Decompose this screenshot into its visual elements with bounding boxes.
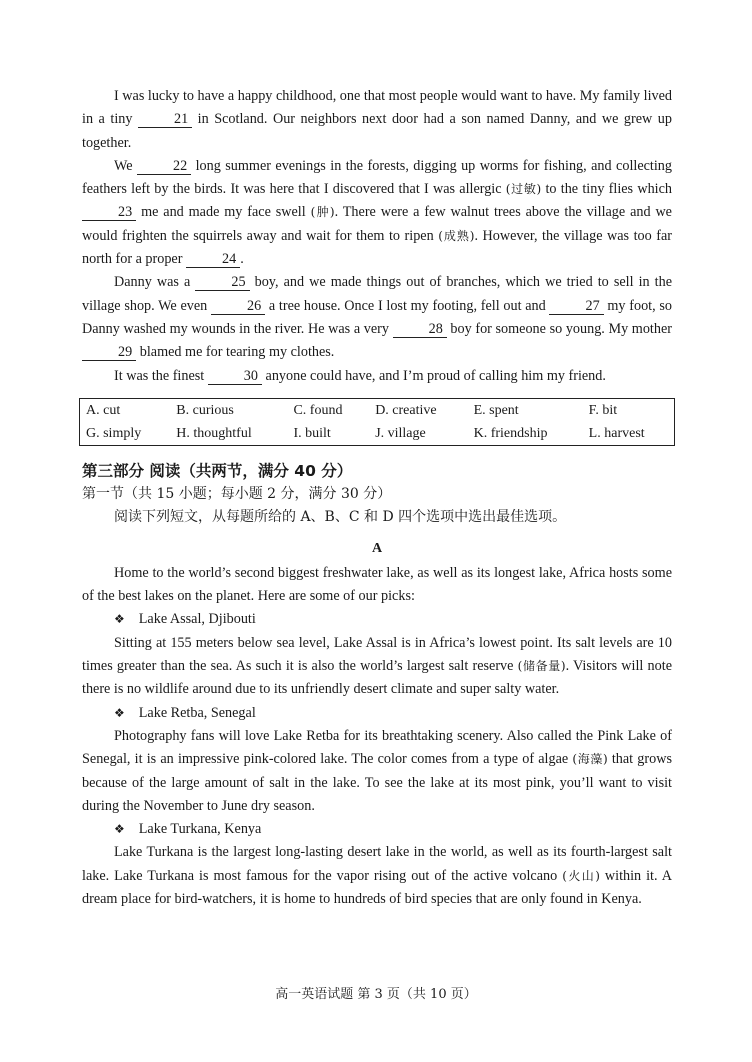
text: a tree house. Once I lost my footing, fell out and	[265, 297, 550, 314]
gloss: (肿)	[310, 205, 335, 220]
option: B. curious	[176, 402, 234, 418]
blank-23: 23	[82, 204, 136, 221]
passage-label: A	[371, 540, 383, 556]
option: G. simply	[86, 425, 142, 441]
option: H. thoughtful	[176, 425, 252, 441]
option: D. creative	[375, 402, 437, 418]
gloss: (成熟)	[438, 228, 475, 243]
lake-name: Lake Turkana, Kenya	[138, 821, 262, 838]
cloze-paragraph-3	[82, 271, 672, 364]
option: L. harvest	[588, 425, 645, 441]
text: anyone could have, and I’m proud of calling him my friend.	[261, 367, 606, 384]
text: Lake Turkana is the largest long-lasting desert lake in the world, as well as its fourth-largest salt lake. Lake Turkana is most famous for the vapor rising out of the active volcano	[82, 844, 672, 884]
section-subtitle: 第一节（共 15 小题；每小题 2 分，满分 30 分）	[82, 485, 392, 502]
section-title: 第三部分 阅读（共两节，满分 40 分）	[82, 461, 353, 480]
blank-26: 26	[211, 298, 265, 315]
text: in Scotland. Our neighbors next door had a son named Danny, and we grew up together.	[82, 111, 672, 151]
gloss: (储备量)	[517, 659, 566, 674]
lake-description	[82, 725, 672, 818]
text: . However, the village was too far north for a proper	[82, 227, 672, 268]
gloss: (火山)	[562, 868, 600, 883]
option: C. found	[293, 402, 343, 418]
cloze-paragraph-2	[82, 155, 672, 271]
text: . There were a few walnut trees above the village and we would frighten the squirrels away and wait for them to ripen	[82, 204, 672, 244]
text: blamed me for tearing my clothes.	[136, 344, 335, 361]
gloss: (过敏)	[505, 182, 542, 197]
text: boy for someone so young. My mother	[446, 320, 672, 337]
option: J. village	[375, 425, 426, 441]
text: long summer evenings in the forests, digging up worms for fishing, and collecting feathers left by the birds. It was here that I discovered that I was allergic	[82, 157, 672, 198]
exam-page	[82, 85, 672, 911]
text: We	[114, 157, 137, 174]
options-row	[80, 422, 675, 446]
option: A. cut	[86, 402, 121, 418]
text: I was lucky to have a happy childhood, one that most people would want to have. My family lived in a tiny	[82, 88, 672, 128]
lake-heading	[82, 608, 672, 631]
blank-30: 30	[208, 368, 262, 385]
option: K. friendship	[473, 425, 548, 441]
text: . Visitors will note there is no wildlife around due to its unfriendly desert climate and super salty water.	[82, 658, 672, 698]
diamond-bullet-icon: ❖	[114, 612, 125, 627]
options-table	[79, 398, 675, 446]
text: .	[240, 251, 244, 268]
text: Photography fans will love Lake Retba for its breathtaking scenery. Also called the Pink Lake of Senegal, it is an impressive pink-colored lake. The color comes from a type of algae	[82, 727, 672, 768]
page-footer: 高一英语试题 第 3 页（共 10 页）	[275, 987, 477, 1002]
blank-27: 27	[549, 298, 603, 315]
text: It was the finest	[114, 367, 208, 384]
lake-name: Lake Assal, Djibouti	[138, 611, 256, 628]
lake-heading	[82, 702, 672, 725]
option: F. bit	[588, 402, 618, 418]
option: I. built	[293, 425, 331, 441]
cloze-paragraph-1	[82, 85, 672, 155]
lake-heading	[82, 818, 672, 841]
option: E. spent	[473, 402, 519, 418]
text: that grows because of the large amount of salt in the lake. To see the lake at its most pink, you’ll want to visit during the November to June dry season.	[82, 751, 672, 814]
diamond-bullet-icon: ❖	[114, 822, 125, 837]
text: Danny was a	[114, 274, 196, 291]
blank-25: 25	[195, 274, 249, 291]
lake-name: Lake Retba, Senegal	[138, 704, 256, 721]
text: to the tiny flies which	[541, 181, 672, 198]
text: my foot, so Danny washed my wounds in the river. He was a very	[82, 297, 672, 337]
lake-description	[82, 632, 672, 702]
passage-intro: Home to the world’s second biggest freshwater lake, as well as its longest lake, Africa hosts some of the best lakes on the planet. Here are some of our picks:	[82, 564, 672, 605]
cloze-paragraph-4	[82, 365, 672, 388]
text: boy, and we made things out of branches, which we tried to sell in the village shop. We even	[82, 274, 673, 314]
blank-28: 28	[393, 321, 447, 338]
diamond-bullet-icon: ❖	[114, 705, 125, 720]
blank-21: 21	[138, 111, 192, 128]
lake-description	[82, 841, 672, 911]
text: Sitting at 155 meters below sea level, Lake Assal is in Africa’s lowest point. Its salt levels are 10 times greater than the sea. As such it is also the world’s largest salt reserve	[82, 634, 672, 675]
text: me and made my face swell	[136, 204, 311, 221]
gloss: (海藻)	[572, 752, 608, 767]
blank-24: 24	[186, 251, 240, 268]
options-row	[80, 398, 675, 422]
blank-22: 22	[137, 158, 191, 175]
section-instruction: 阅读下列短文，从每题所给的 A、B、C 和 D 四个选项中选出最佳选项。	[114, 508, 567, 525]
text: within it. A dream place for bird-watchers, it is home to hundreds of bird species that are only found in Kenya.	[82, 867, 672, 908]
blank-29: 29	[82, 344, 136, 361]
